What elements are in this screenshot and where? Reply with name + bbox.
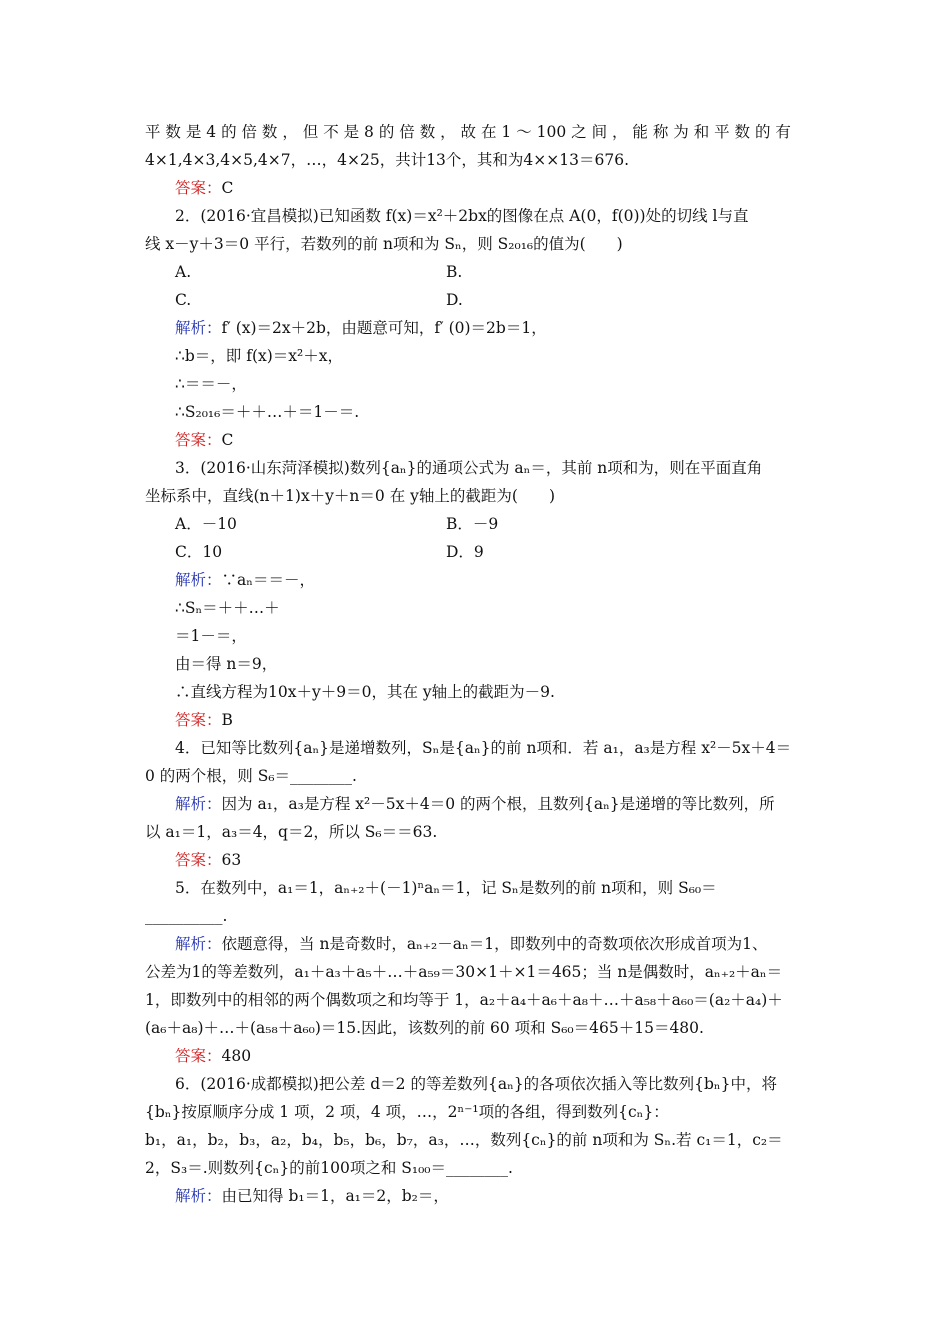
text-line <box>175 738 791 758</box>
analysis-label: 解析： <box>175 571 222 589</box>
text-line <box>175 682 555 702</box>
text-line <box>175 178 233 198</box>
text-line <box>175 1186 449 1206</box>
line-text: A．－10 <box>175 515 237 533</box>
line-text: A. <box>175 263 192 281</box>
line-text: C <box>221 179 234 197</box>
text-line <box>145 990 783 1010</box>
text-line <box>175 374 247 394</box>
text-line <box>145 122 791 142</box>
line-text: 公差为1的等差数列，a₁＋a₃＋a₅＋…＋a₅₉＝30×1＋×1＝465；当 n是偶数时，aₙ₊₂＋aₙ＝ <box>145 963 783 981</box>
line-text: 依题意得，当 n是奇数时，aₙ₊₂－aₙ＝1，即数列中的奇数项依次形成首项为1、 <box>221 935 768 953</box>
line-text: 480 <box>221 1047 252 1065</box>
line-text: (a₆＋a₈)＋…＋(a₅₈＋a₆₀)＝15.因此，该数列的前 60 项和 S₆₀＝465＋15＝480. <box>145 1019 704 1037</box>
line-text: 由＝得 n＝9， <box>175 655 278 673</box>
text-line <box>175 514 237 534</box>
text-line <box>175 262 191 282</box>
line-text: D. <box>446 291 463 309</box>
text-line <box>175 934 767 954</box>
line-text: B. <box>446 263 463 281</box>
text-line <box>446 290 463 310</box>
text-line <box>145 1018 704 1038</box>
line-text: ∴b＝，即 f(x)＝x²＋x， <box>175 347 343 365</box>
line-text: 63 <box>221 851 242 869</box>
text-line <box>175 542 222 562</box>
text-line <box>145 1130 783 1150</box>
line-text: b₁，a₁，b₂，b₃，a₂，b₄，b₅，b₆，b₇，a₃，…，数列{cₙ}的前 n项和为 Sₙ.若 c₁＝1，c₂＝ <box>145 1131 783 1149</box>
text-line <box>145 486 555 506</box>
text-line <box>175 710 233 730</box>
line-text: 因为 a₁，a₃是方程 x²－5x＋4＝0 的两个根，且数列{aₙ}是递增的等比数列，所 <box>221 795 775 813</box>
text-line <box>175 206 748 226</box>
text-line <box>175 430 233 450</box>
answer-label: 答案： <box>175 179 222 197</box>
line-text: 2，S₃＝.则数列{cₙ}的前100项之和 S₁₀₀＝________. <box>145 1159 513 1177</box>
line-text: __________. <box>145 907 228 925</box>
line-text: ∴直线方程为10x＋y＋9＝0，其在 y轴上的截距为－9. <box>175 683 555 701</box>
line-text: C <box>221 431 234 449</box>
line-text: ∴＝＝－， <box>175 375 247 393</box>
text-line <box>175 626 247 646</box>
line-text: B <box>221 711 233 729</box>
line-text: 4．已知等比数列{aₙ}是递增数列，Sₙ是{aₙ}的前 n项和．若 a₁，a₃是方程 x²－5x＋4＝ <box>175 739 792 757</box>
answer-label: 答案： <box>175 431 222 449</box>
line-text: 线 x－y＋3＝0 平行，若数列的前 n项和为 Sₙ，则 S₂₀₁₆的值为( ) <box>145 235 623 253</box>
line-text: ∴Sₙ＝＋＋…＋ <box>175 599 280 617</box>
text-line <box>446 262 462 282</box>
text-line <box>145 1158 513 1178</box>
text-line <box>145 150 629 170</box>
text-line <box>446 514 498 534</box>
line-text: 3．(2016·山东菏泽模拟)数列{aₙ}的通项公式为 aₙ＝，其前 n项和为，则在平面直角 <box>175 459 763 477</box>
text-line <box>175 850 241 870</box>
text-line <box>446 542 484 562</box>
text-line <box>175 290 191 310</box>
text-line <box>145 234 623 254</box>
text-line <box>175 570 315 590</box>
line-text: ∵aₙ＝＝－， <box>221 571 315 589</box>
text-line <box>145 1102 669 1122</box>
text-line <box>175 598 280 618</box>
analysis-label: 解析： <box>175 319 222 337</box>
line-text: C．10 <box>175 543 223 561</box>
line-text: C. <box>175 291 192 309</box>
text-line <box>175 654 277 674</box>
line-text: 以 a₁＝1，a₃＝4，q＝2，所以 S₆＝＝63. <box>145 823 438 841</box>
text-line <box>145 822 437 842</box>
text-line <box>145 906 227 926</box>
text-line <box>175 458 762 478</box>
answer-label: 答案： <box>175 711 222 729</box>
answer-label: 答案： <box>175 1047 222 1065</box>
line-text: 坐标系中，直线(n＋1)x＋y＋n＝0 在 y轴上的截距为( ) <box>145 487 555 505</box>
analysis-label: 解析： <box>175 1187 222 1205</box>
answer-label: 答案： <box>175 851 222 869</box>
line-text: 平 数 是 4 的 倍 数 ， 但 不 是 8 的 倍 数 ， 故 在 1 ～ 100 之 间 ， 能 称 为 和 平 数 的 有 <box>145 123 791 141</box>
text-line <box>175 794 775 814</box>
line-text: D．9 <box>446 543 484 561</box>
line-text: B．－9 <box>446 515 499 533</box>
line-text: 4×1,4×3,4×5,4×7，…，4×25，共计13个，其和为4××13＝676. <box>145 151 629 169</box>
analysis-label: 解析： <box>175 795 222 813</box>
line-text: 2．(2016·宜昌模拟)已知函数 f(x)＝x²＋2bx的图像在点 A(0，f(0))处的切线 l与直 <box>175 207 749 225</box>
text-line <box>175 318 547 338</box>
line-text: f′ (x)＝2x＋2b，由题意可知，f′ (0)＝2b＝1， <box>221 319 547 337</box>
line-text: ＝1－＝， <box>175 627 247 645</box>
text-line <box>175 1046 251 1066</box>
line-text: 5．在数列中，a₁＝1，aₙ₊₂＋(－1)ⁿaₙ＝1，记 Sₙ是数列的前 n项和，则 S₆₀＝ <box>175 879 717 897</box>
analysis-label: 解析： <box>175 935 222 953</box>
text-line <box>145 766 357 786</box>
line-text: ∴S₂₀₁₆＝＋＋…＋＝1－＝. <box>175 403 360 421</box>
text-line <box>175 1074 777 1094</box>
text-line <box>145 962 782 982</box>
line-text: 6．(2016·成都模拟)把公差 d＝2 的等差数列{aₙ}的各项依次插入等比数列{bₙ}中，将 <box>175 1075 777 1093</box>
line-text: 0 的两个根，则 S₆＝________. <box>145 767 357 785</box>
line-text: {bₙ}按原顺序分成 1 项，2 项，4 项，…，2ⁿ⁻¹项的各组，得到数列{cₙ}： <box>145 1103 669 1121</box>
text-line <box>175 346 343 366</box>
line-text: 1，即数列中的相邻的两个偶数项之和均等于 1，a₂＋a₄＋a₆＋a₈＋…＋a₅₈＋a₆₀＝(a₂＋a₄)＋ <box>145 991 783 1009</box>
text-line <box>175 402 359 422</box>
text-line <box>175 878 717 898</box>
line-text: 由已知得 b₁＝1，a₁＝2，b₂＝， <box>221 1187 449 1205</box>
